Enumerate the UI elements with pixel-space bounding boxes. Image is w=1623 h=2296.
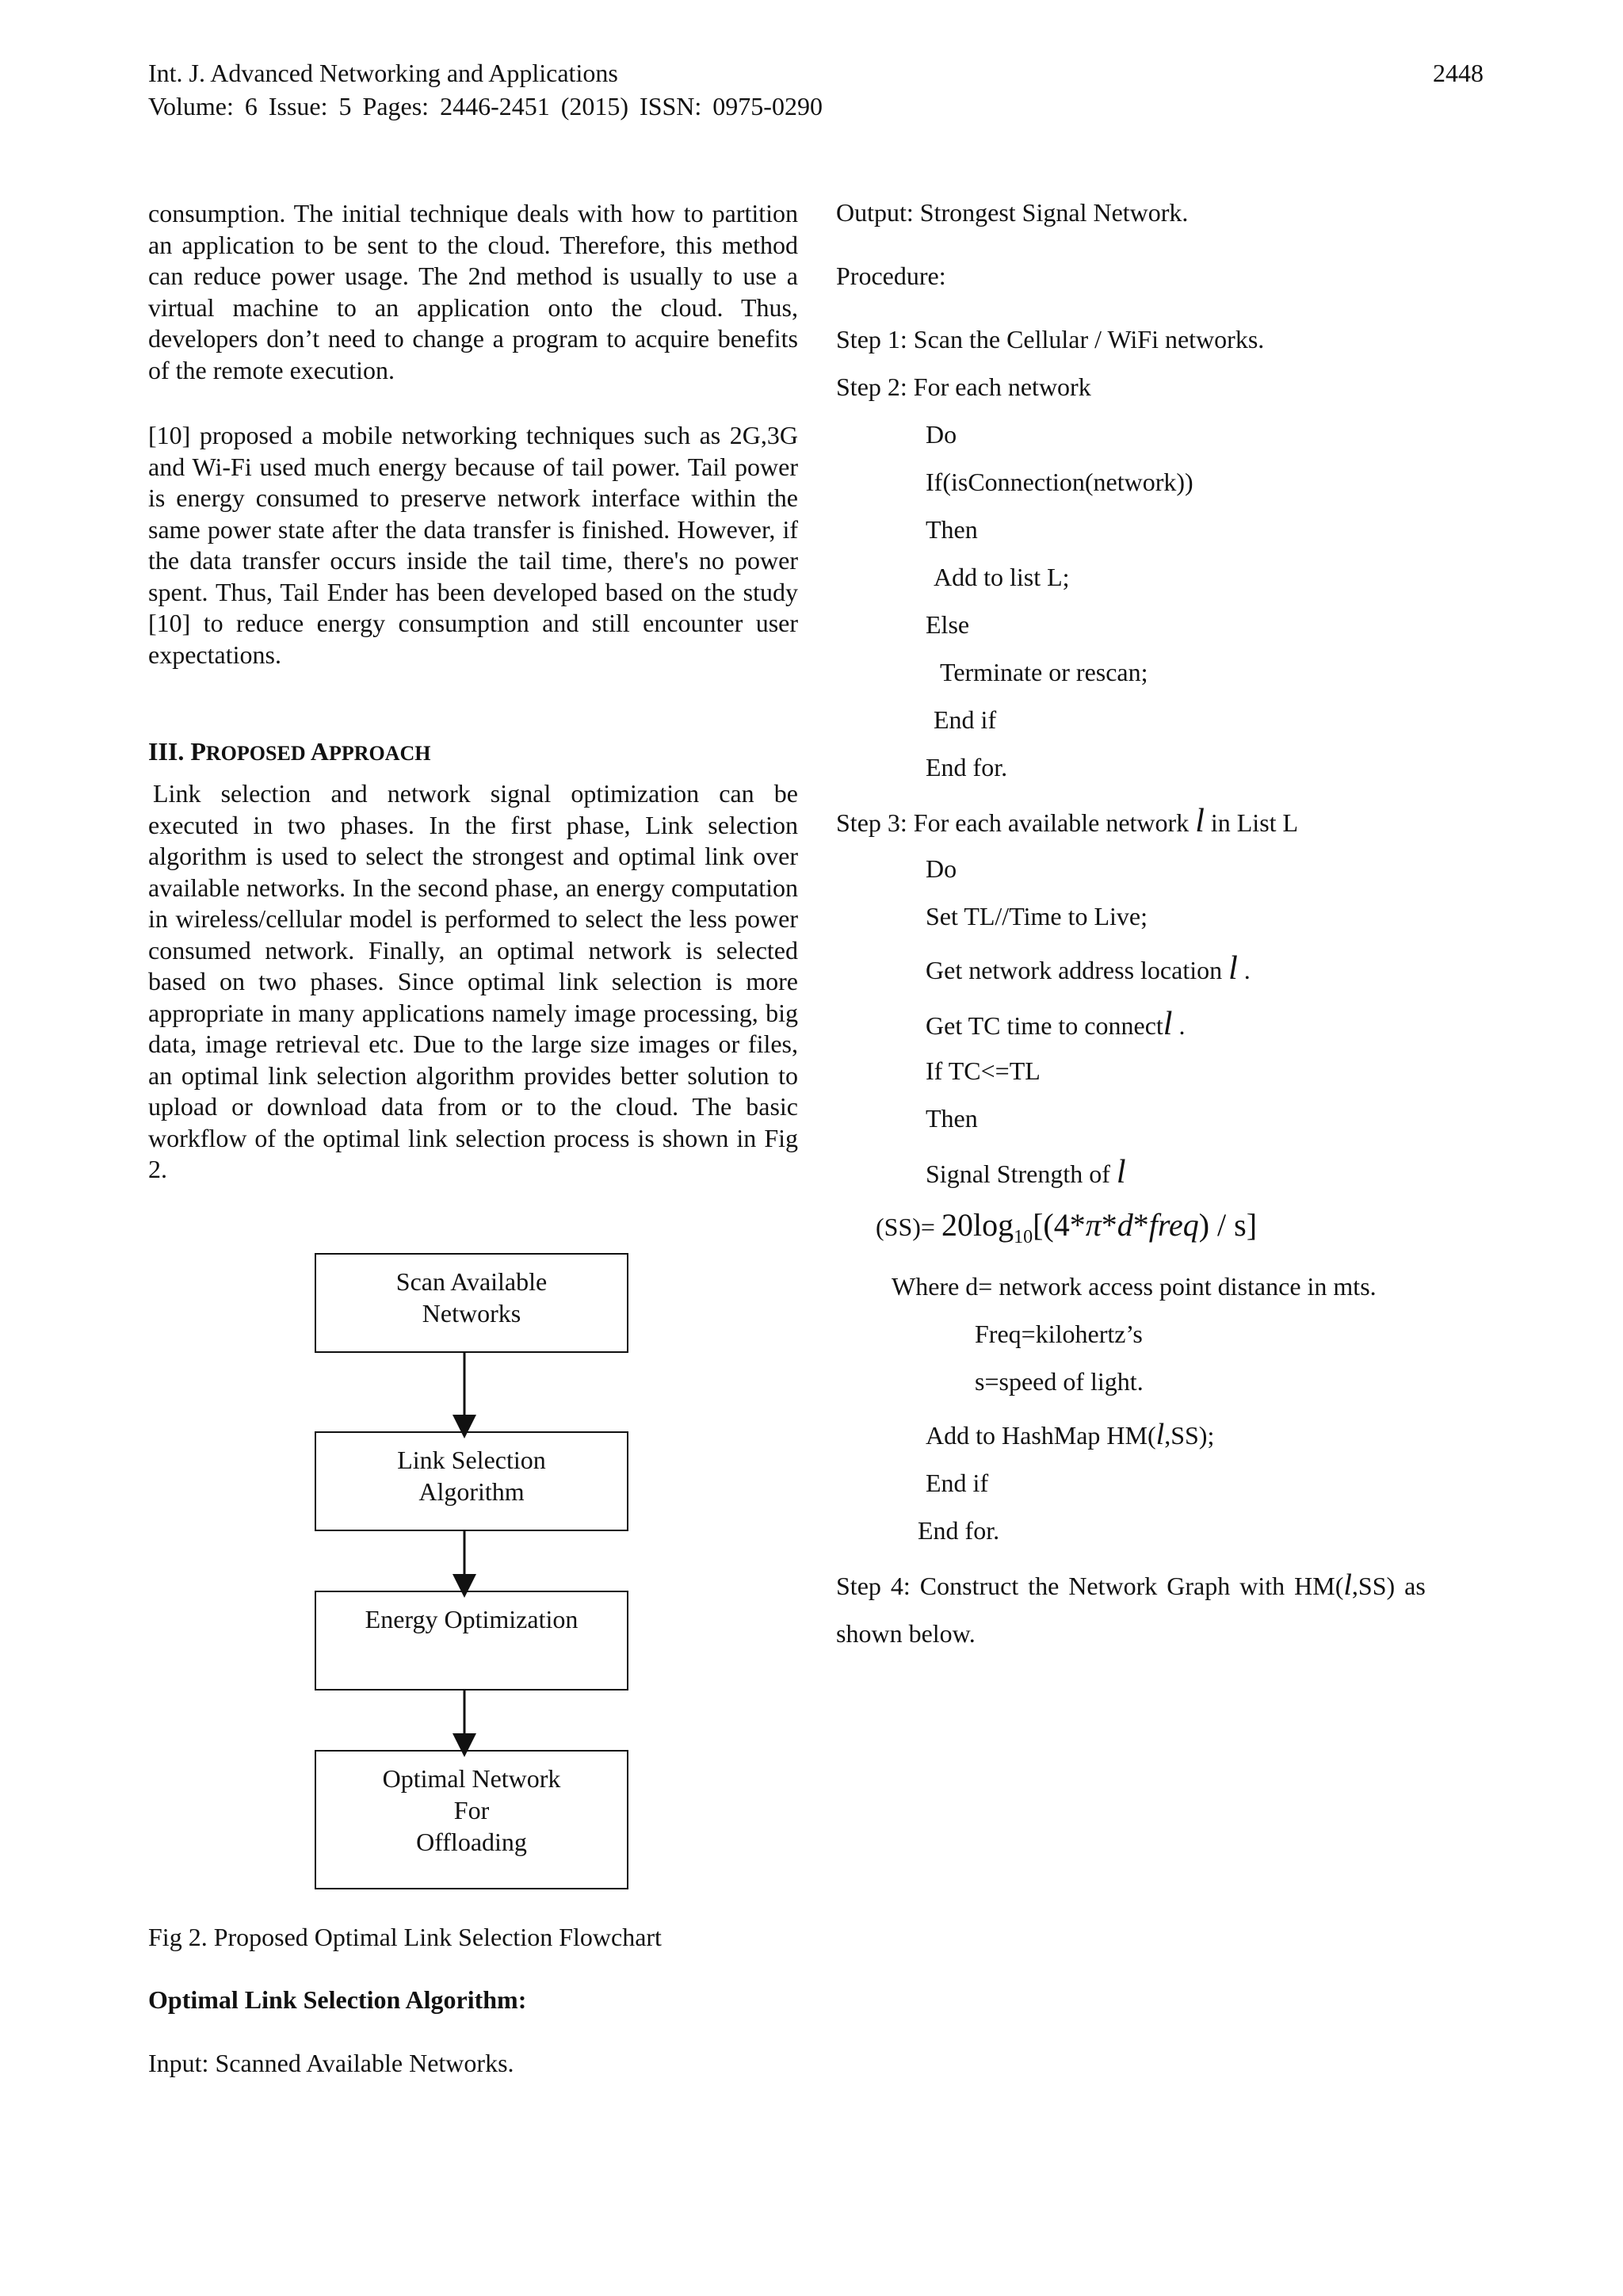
- step-3: [836, 802, 1298, 840]
- step-3-text: ,SS);: [1164, 1421, 1215, 1450]
- step-3-endfor: End for.: [918, 1516, 1000, 1545]
- section-heading-part: PPROACH: [328, 742, 431, 765]
- step-3-text: Signal Strength of: [926, 1159, 1117, 1188]
- step-3-signal: [926, 1153, 1126, 1191]
- signal-formula: [876, 1206, 1257, 1248]
- step-4: [836, 1568, 1426, 1603]
- step-2-do: Do: [926, 420, 957, 449]
- step-2-else: Else: [926, 610, 970, 639]
- step-3-get-address: [926, 949, 1251, 988]
- algorithm-input: Input: Scanned Available Networks.: [148, 2049, 514, 2077]
- paragraph: [10] proposed a mobile networking techniques such as 2G,3G and Wi-Fi used much energy because of tail power. Tail power is energy consumed to preserve network interface within the same power state after the data transfer is finished. However, if the data transfer occurs inside the tail time, there's no power spent. Thus, Tail Ender has been developed based on the study [10] to reduce energy consumption and still encounter user expectations.: [148, 421, 798, 669]
- flow-box-label: Energy Optimization: [365, 1605, 579, 1633]
- step-3-text: Step 3: For each available network: [836, 808, 1196, 837]
- step-2: Step 2: For each network: [836, 372, 1091, 401]
- flow-box-label: Algorithm: [418, 1477, 525, 1506]
- paragraph: consumption. The initial technique deals with how to partition an application to be sent to the cloud. Therefore, this method can reduce power usage. The 2nd method is usually to use a virtual machine to an application onto the cloud. Thus, developers don’t need to change a program to acquire benefits of the remote execution.: [148, 199, 798, 384]
- formula-prefix: (SS)=: [876, 1213, 941, 1241]
- step-3-text: .: [1237, 956, 1251, 984]
- step-2-then: Then: [926, 515, 978, 544]
- step-3-text: Get TC time to connect: [926, 1011, 1163, 1040]
- step-4-continued: shown below.: [836, 1619, 976, 1648]
- flow-box-label: Optimal Network: [382, 1764, 561, 1793]
- freq-def: Freq=kilohertz’s: [975, 1320, 1143, 1348]
- step-2-if: If(isConnection(network)): [926, 468, 1193, 496]
- variable-l: l: [1195, 803, 1205, 839]
- step-1: Step 1: Scan the Cellular / WiFi networks.: [836, 325, 1265, 353]
- figure-caption: Fig 2. Proposed Optimal Link Selection Flowchart: [148, 1923, 662, 1951]
- variable-l: l: [1163, 1006, 1173, 1042]
- flow-box-label: Networks: [422, 1299, 521, 1328]
- formula-subscript: 10: [1014, 1227, 1033, 1247]
- flow-box-label: Offloading: [416, 1828, 527, 1856]
- formula-part: 20log: [941, 1207, 1014, 1243]
- algorithm-output: Output: Strongest Signal Network.: [836, 198, 1189, 227]
- flow-box-label: Scan Available: [395, 1267, 548, 1296]
- volume-line: Volume: 6 Issue: 5 Pages: 2446-2451 (2015) ISSN: 0975-0290: [148, 92, 823, 120]
- formula-freq: freq: [1148, 1207, 1199, 1243]
- step-2-endif: End if: [934, 705, 997, 734]
- step-3-text: .: [1172, 1011, 1186, 1040]
- formula-part: ) / s]: [1198, 1207, 1258, 1243]
- step-3-text: in List L: [1204, 808, 1299, 837]
- variable-l: l: [1116, 1154, 1126, 1190]
- step-4-text: ,SS) as: [1351, 1572, 1426, 1600]
- section-heading-part: A: [305, 737, 329, 766]
- variable-l: l: [1155, 1418, 1165, 1451]
- algorithm-title: Optimal Link Selection Algorithm:: [148, 1985, 527, 2014]
- step-4-text: Step 4: Construct the Network Graph with HM(: [836, 1572, 1344, 1600]
- step-3-text: Get network address location: [926, 956, 1229, 984]
- step-3-endif: End if: [926, 1469, 989, 1497]
- formula-d: d: [1117, 1207, 1133, 1243]
- flow-box-label: For: [453, 1796, 490, 1824]
- journal-title: Int. J. Advanced Networking and Applications: [148, 59, 618, 87]
- where-d: Where d= network access point distance in mts.: [892, 1272, 1377, 1301]
- section-heading-part: III. P: [148, 737, 206, 766]
- page-number: 2448: [1433, 59, 1484, 87]
- step-3-get-tc: [926, 1005, 1185, 1043]
- step-3-hashmap: [926, 1417, 1214, 1452]
- formula-body: [941, 1207, 1258, 1247]
- step-3-then: Then: [926, 1104, 978, 1133]
- step-2-terminate: Terminate or rescan;: [940, 658, 1148, 686]
- section-heading-part: ROPOSED: [205, 742, 306, 765]
- formula-part: [(4*: [1033, 1207, 1086, 1243]
- step-3-set: Set TL//Time to Live;: [926, 902, 1148, 930]
- step-3-do: Do: [926, 854, 957, 883]
- step-3-if: If TC<=TL: [926, 1056, 1041, 1085]
- paragraph: Link selection and network signal optimization can be executed in two phases. In the first phase, Link selection algorithm is used to select the strongest and optimal link over available networks. In the second phase, an energy computation in wireless/cellular model is performed to select the less power consumed network. Finally, an optimal network is selected based on two phases. Since optimal link selection is more appropriate in many applications namely image processing, big data, image retrieval etc. Due to the large size images or files, an optimal link selection algorithm provides better solution to upload or download data from or to the cloud. The basic workflow of the optimal link selection process is shown in Fig 2.: [148, 779, 798, 1183]
- formula-part: *: [1132, 1207, 1149, 1243]
- variable-l: l: [1228, 950, 1238, 987]
- flow-box-label: Link Selection: [397, 1446, 546, 1474]
- speed-def: s=speed of light.: [975, 1367, 1144, 1396]
- formula-pi: π: [1085, 1207, 1102, 1243]
- step-2-endfor: End for.: [926, 753, 1008, 781]
- step-2-add: Add to list L;: [934, 563, 1070, 591]
- variable-l: l: [1343, 1568, 1352, 1602]
- formula-part: *: [1101, 1207, 1117, 1243]
- step-3-text: Add to HashMap HM(: [926, 1421, 1156, 1450]
- procedure-label: Procedure:: [836, 262, 946, 290]
